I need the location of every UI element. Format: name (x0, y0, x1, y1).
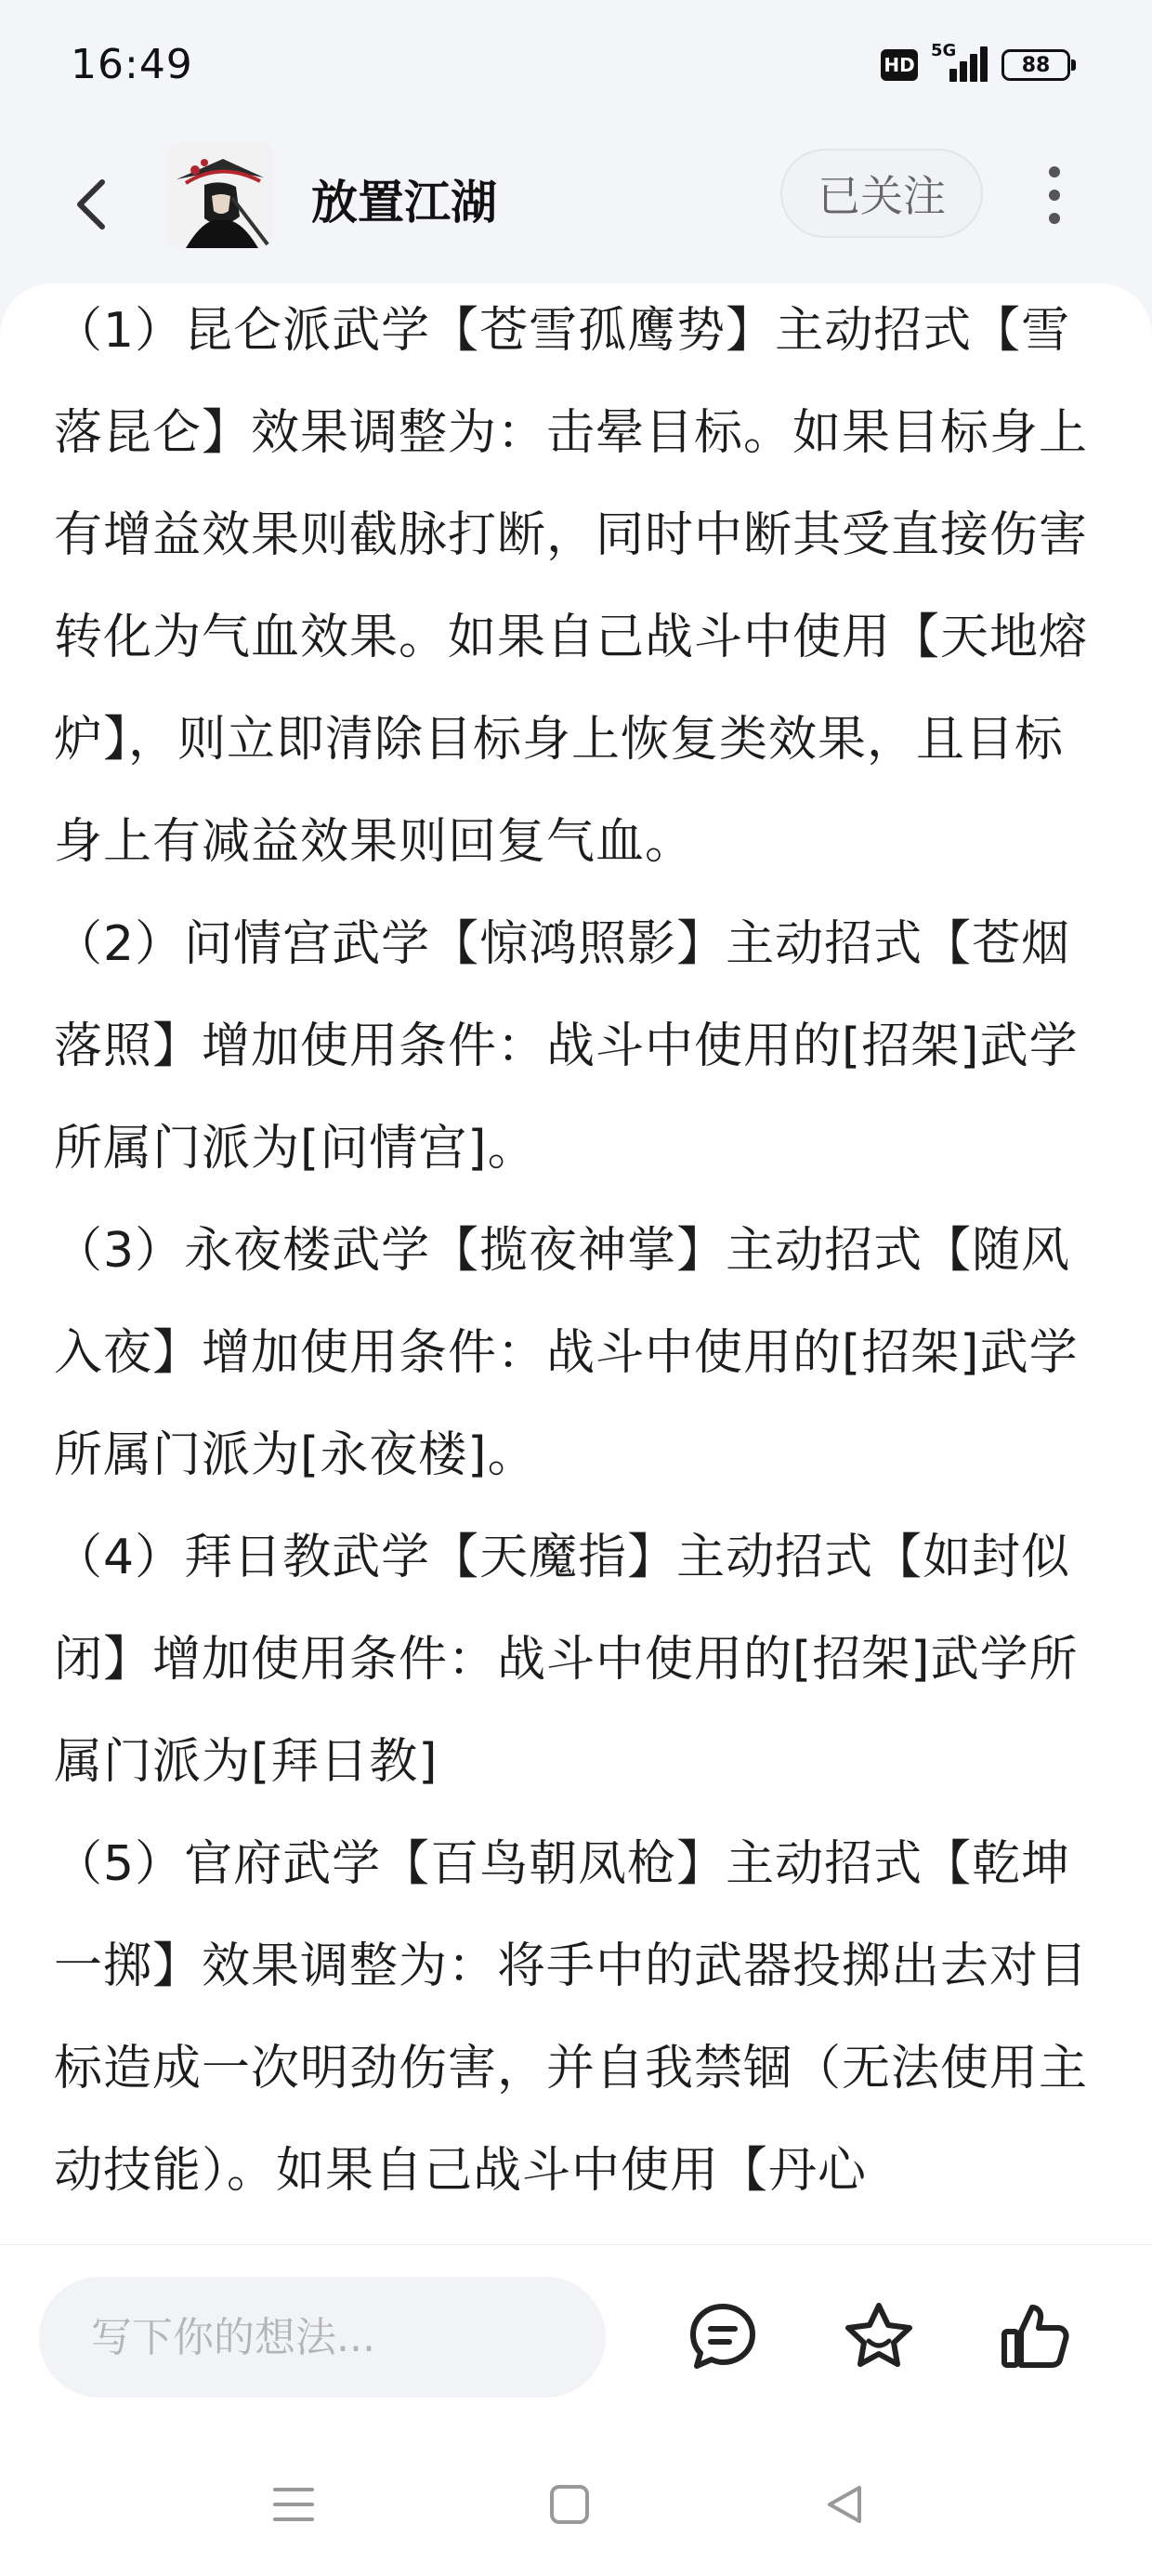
status-icons (881, 41, 1070, 84)
comment-button[interactable] (678, 2292, 767, 2381)
comment-icon (686, 2299, 760, 2373)
system-back-button[interactable] (806, 2467, 881, 2542)
back-button[interactable] (54, 167, 128, 242)
star-icon (841, 2298, 917, 2374)
header (0, 139, 1152, 279)
article-paragraph: （5）官府武学【百鸟朝凤枪】主动招式【乾坤一掷】效果调整为：将手中的武器投掷出去对目标造成一次明劲伤害，并自我禁锢（无法使用主动技能）。如果自己战斗中使用【丹心 (54, 1836, 1089, 2199)
game-logo-icon (167, 142, 273, 248)
article-paragraph: （2）问情宫武学【惊鸿照影】主动招式【苍烟落照】增加使用条件：战斗中使用的[招架]武学所属门派为[问情宫]。 (54, 916, 1079, 1176)
hd-icon: HD (881, 49, 918, 81)
more-dot-icon (1049, 166, 1060, 177)
chevron-left-icon (72, 177, 110, 232)
menu-icon (271, 2484, 316, 2525)
article-body (54, 283, 1098, 2222)
battery-icon (1001, 49, 1070, 81)
more-dot-icon (1049, 190, 1060, 201)
menu-button[interactable] (256, 2467, 331, 2542)
bottom-action-bar (0, 2244, 1152, 2431)
signal-icon (931, 41, 988, 84)
back-triangle-icon (822, 2482, 865, 2527)
home-icon (548, 2483, 591, 2526)
article-paragraph: （4）拜日教武学【天魔指】主动招式【如封似闭】增加使用条件：战斗中使用的[招架]武学所属门派为[拜日教] (54, 1530, 1079, 1790)
content-card[interactable] (0, 283, 1152, 2244)
status-bar (0, 0, 1152, 139)
battery-level: 88 (1021, 53, 1051, 77)
home-button[interactable] (532, 2467, 607, 2542)
page-title: 放置江湖 (311, 176, 497, 230)
more-dot-icon (1049, 213, 1060, 224)
avatar[interactable] (167, 142, 273, 248)
more-options-button[interactable] (1027, 158, 1082, 232)
like-icon (997, 2298, 1073, 2374)
favorite-button[interactable] (834, 2292, 923, 2381)
like-button[interactable] (990, 2292, 1080, 2381)
status-time: 16:49 (71, 41, 193, 88)
article-paragraph: （3）永夜楼武学【揽夜神掌】主动招式【随风入夜】增加使用条件：战斗中使用的[招架]武学所属门派为[永夜楼]。 (54, 1223, 1079, 1483)
article-paragraph: （1）昆仑派武学【苍雪孤鹰势】主动招式【雪落昆仑】效果调整为：击晕目标。如果目标身上有增益效果则截脉打断，同时中断其受直接伤害转化为气血效果。如果自己战斗中使用【天地熔炉】，则立即清除目标身上恢复类效果，且目标身上有减益效果则回复气血。 (54, 303, 1089, 870)
network-type-label: 5G (931, 41, 957, 60)
follow-button[interactable]: 已关注 (780, 149, 983, 238)
system-nav-bar (0, 2430, 1152, 2576)
comment-input[interactable] (39, 2277, 606, 2398)
